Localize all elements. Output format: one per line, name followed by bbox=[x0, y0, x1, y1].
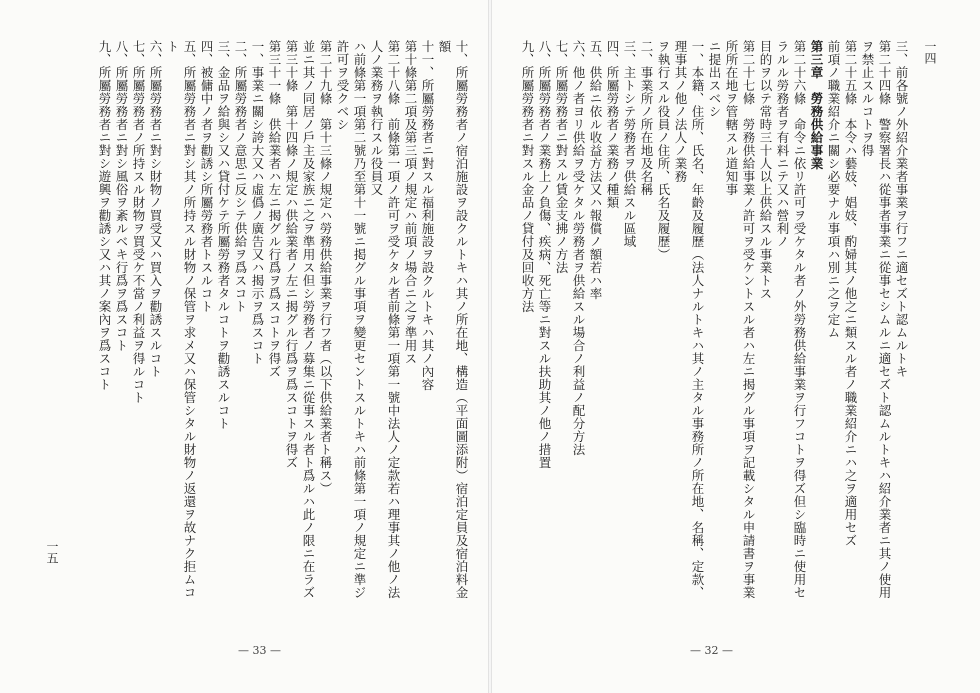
text-column: 十一、所屬勞務者ニ對スル福利施設ヲ設クルトキハ其ノ內容 bbox=[420, 40, 435, 391]
text-column: 第二十六條 命令ニ依リ許可ヲ受ケタル者ノ外勞務供給事業ヲ行フコトヲ得ズ但シ臨時ニ使用セラルル勞務者ヲ有料ニテ又ハ營利ノ bbox=[775, 40, 807, 599]
text-column: 第二十七條 勞務供給事業ノ許可ヲ受ケントスル者ハ左ニ揭グル事項ヲ記載シタル申請書ヲ事業所所在地ヲ管轄スル道知事 bbox=[724, 40, 756, 599]
text-column: 第十條第二項及第三項ノ規定ハ前項ノ場合ニ之ヲ準用ス bbox=[403, 40, 418, 365]
text-column: 五、所屬勞務者ニ對シ其ノ所持スル財物ノ保管ヲ求メ又ハ保管シタル財物ノ返還ヲ故ナク拒ムコト bbox=[165, 40, 197, 599]
right-page bbox=[490, 0, 980, 693]
text-column: 一、本籍、住所、氏名、年齡及履歷（法人ナルトキハ其ノ主タル事務所ノ所在地、名稱、定款、理事其ノ他ノ法人ノ業務 bbox=[673, 40, 705, 599]
text-column: 第三十一條 供給業者ハ左ニ揭グル行爲ヲ爲スコトヲ得ズ bbox=[267, 40, 282, 378]
text-column: 三、金品ヲ給與シ又ハ貸付ケテ所屬勞務者タルコトヲ勸誘スルコト bbox=[216, 40, 231, 430]
left-page-number: — 33 — bbox=[238, 644, 281, 657]
text-column: 十、所屬勞務者ノ宿泊施設ヲ設クルトキハ其ノ所在地、構造（平面圖添附）宿泊定員及宿泊料金額 bbox=[437, 40, 469, 599]
text-column: 五、供給ニ依ル收益方法又ハ報償ノ額若ハ率 bbox=[588, 40, 603, 300]
text-column: 三、前各號ノ外紹介業者事業ヲ行フニ適セズト認ムルトキ bbox=[894, 40, 909, 378]
text-column: 第三十條 第十四條ノ規定ハ供給業者ノ左ニ揭グル行爲ヲ爲スコトヲ得ズ bbox=[284, 40, 299, 469]
text-column: 七、所屬勞務者ニ對スル賃金支拂ノ方法 bbox=[554, 40, 569, 274]
text-column: ニ提出スベシ bbox=[707, 40, 722, 118]
text-column: 三、主トシテ勞務者ヲ供給スル區域 bbox=[622, 40, 637, 248]
text-column: 第二十四條 警察署長ハ從事者事業ニ從事セシムルニ適セズト認ムルトキハ紹介業者ニ其ノ使用ヲ禁止スルコトヲ得 bbox=[860, 40, 892, 599]
text-column: 第二十九條 第十三條ノ規定ハ勞務供給事業ヲ行フ者（以下供給業者ト稱ス） bbox=[318, 40, 333, 495]
text-column: 第二十八條 前條第一項ノ許可ヲ受ケタル者前條第一項第一號中法人ノ定款若ハ理事其ノ他ノ法人ノ業務ヲ執行スル役員又 bbox=[369, 40, 401, 599]
text-column: 九、所屬勞務者ニ對シ遊興ヲ勸誘シ又ハ其ノ案內ヲ爲スコト bbox=[97, 40, 112, 391]
right-side-number: 一四 bbox=[923, 40, 937, 64]
text-column: 前項ノ職業紹介ニ關シ必要ナル事項ハ別ニ之ヲ定ム bbox=[826, 40, 841, 339]
text-column: 二、事業所ノ所在地及名稱 bbox=[639, 40, 654, 196]
text-column: 並ニ其ノ同居ノ戶主及家族ニ之ヲ準用ス但シ勞務者ノ募集ニ從事スル者ト爲ルハ此ノ限ニ在ラズ bbox=[301, 40, 316, 599]
text-column: 九、所屬勞務者ニ對スル金品ノ貸付及回收方法 bbox=[520, 40, 535, 313]
text-column: 一、事業ニ關シ誇大又ハ虛僞ノ廣告又ハ揭示ヲ爲スコト bbox=[250, 40, 265, 365]
text-column: 第二十五條 本令ハ藝妓、娼妓、酌婦其ノ他之ニ類スル者ノ職業紹介ニハ之ヲ適用セズ bbox=[843, 40, 858, 547]
left-page-text bbox=[72, 40, 470, 600]
text-column: 六、所屬勞務者ニ對シ財物ノ買受又ハ買入ヲ勸誘スルコト bbox=[148, 40, 163, 378]
text-column: 目的ヲ以テ常時三十人以上供給スル事業トス bbox=[758, 40, 773, 300]
text-column: 八、所屬勞務者ニ對シ風俗ヲ紊ルベキ行爲ヲ爲スコト bbox=[114, 40, 129, 352]
left-side-number: 一五 bbox=[45, 540, 59, 564]
text-column: 六、他ノ者ヨリ供給ヲ受ケタル勞務者ヲ供給スル場合ノ利益ノ配分方法 bbox=[571, 40, 586, 456]
text-column: 二、所屬勞務者ノ意思ニ反シテ供給ヲ爲スコト bbox=[233, 40, 248, 313]
text-column: 八、所屬勞務者ノ業務上ノ負傷、疾病、死亡等ニ對スル扶助其ノ他ノ措置 bbox=[537, 40, 552, 469]
text-column: 四、被傭中ノ者ヲ勸誘シ所屬勞務者トスルコト bbox=[199, 40, 214, 313]
right-page-text bbox=[520, 40, 910, 600]
right-page-number: — 32 — bbox=[690, 644, 733, 657]
text-column: ヲ執行スル役員ノ住所、氏名及履歷） bbox=[656, 40, 671, 261]
text-column: ハ前條第一項第二號乃至第十一號ニ掲グル事項ヲ變更セントスルトキハ前條第一項ノ規定ニ準ジ許可ヲ受クベシ bbox=[335, 40, 367, 599]
text-column: 四、所屬勞務者ノ業務ノ種類 bbox=[605, 40, 620, 209]
text-column: 七、所屬勞務者ノ所持スル財物ヲ買受ケ不當ノ利益ヲ得ルコト bbox=[131, 40, 146, 404]
chapter-heading: 第三章 勞務供給事業 bbox=[809, 40, 824, 170]
